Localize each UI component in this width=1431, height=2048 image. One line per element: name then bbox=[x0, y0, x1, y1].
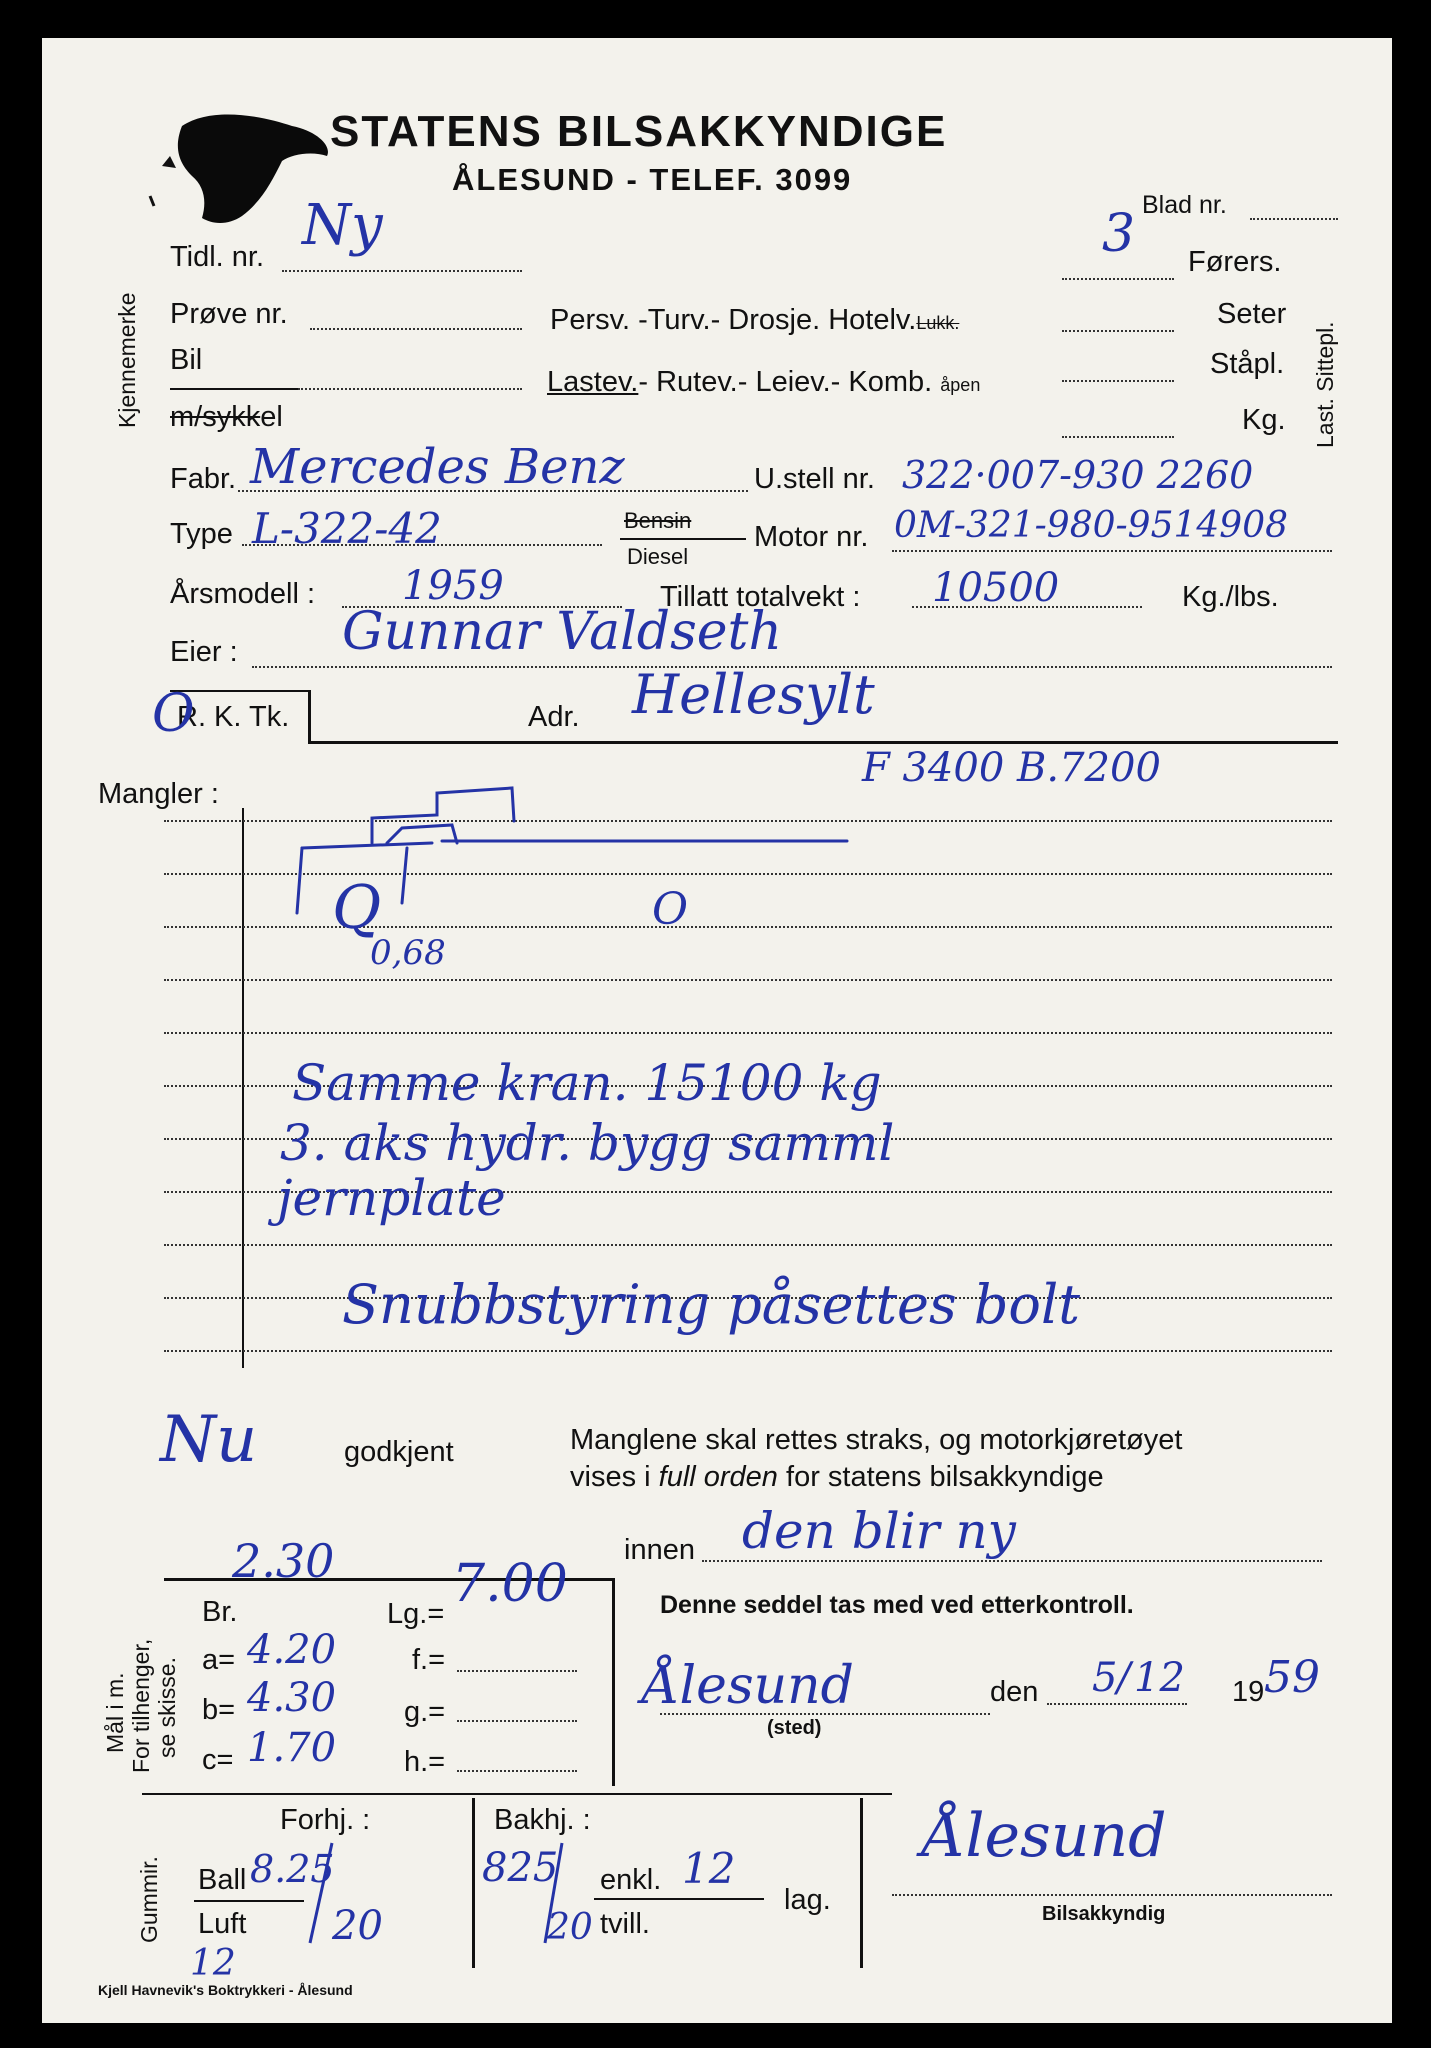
h-label: h.= bbox=[404, 1746, 446, 1778]
persv-label bbox=[550, 306, 959, 335]
innen-value: den blir ny bbox=[742, 1502, 1016, 1560]
motor-value: 0M-321-980-9514908 bbox=[894, 505, 1289, 546]
sketch-value: 0,68 bbox=[370, 933, 446, 973]
mangler-line-11 bbox=[164, 1350, 1332, 1352]
f-label: f.= bbox=[412, 1644, 446, 1676]
bensin-label: Bensin bbox=[624, 508, 692, 533]
enkl-label: enkl. bbox=[600, 1864, 662, 1896]
lukk-text: Lukk. bbox=[916, 313, 960, 333]
se-skisse-label: se skisse. bbox=[154, 1657, 180, 1758]
a-value: 4.20 bbox=[247, 1627, 337, 1673]
last-sittepl-label: Last. Sittepl. bbox=[1312, 321, 1338, 448]
innen-line bbox=[702, 1560, 1322, 1562]
totalvekt-value: 10500 bbox=[932, 565, 1060, 611]
tyre-right bbox=[860, 1798, 863, 1968]
forers-line bbox=[1062, 278, 1174, 280]
blad-nr-line bbox=[1250, 218, 1338, 220]
rktk-mark: O bbox=[152, 684, 195, 744]
ball-label: Ball bbox=[198, 1864, 247, 1896]
b-value: 4.30 bbox=[247, 1675, 337, 1721]
lastev-row bbox=[547, 368, 980, 397]
form-sheet bbox=[42, 38, 1392, 2023]
tyre-top-line bbox=[142, 1793, 892, 1795]
year-value: 59 bbox=[1264, 1652, 1320, 1703]
forhj-ball-value: 8.25 bbox=[250, 1847, 335, 1891]
blad-nr-value: 3 bbox=[1102, 204, 1136, 264]
luft-note: 12 bbox=[190, 1943, 236, 1984]
diesel-label: Diesel bbox=[627, 544, 689, 569]
signature: Ålesund bbox=[922, 1801, 1167, 1871]
motor-line bbox=[892, 550, 1332, 552]
tidl-nr-line bbox=[282, 270, 522, 272]
msykkel-suffix: el bbox=[260, 401, 283, 433]
bakhj-label: Bakhj. : bbox=[494, 1804, 591, 1836]
stapl-line bbox=[1062, 380, 1174, 382]
notice-line-1: Manglene skal rettes straks, og motorkjøretøyet bbox=[570, 1424, 1183, 1456]
tvill-label: tvill. bbox=[600, 1908, 650, 1940]
bil-label: Bil bbox=[170, 344, 203, 376]
notice-2c: for statens bilsakkyndige bbox=[786, 1461, 1104, 1493]
bakhj-ball-value: 825 bbox=[482, 1845, 559, 1891]
tyre-divider bbox=[472, 1798, 475, 1968]
forhj-label: Forhj. : bbox=[280, 1804, 371, 1836]
luft-label: Luft bbox=[198, 1908, 247, 1940]
mal-label: Mål i m. bbox=[102, 1672, 128, 1753]
br-value: 2.30 bbox=[232, 1534, 335, 1588]
month-sep: / bbox=[1117, 1655, 1131, 1701]
rktk-label: R. K. Tk. bbox=[177, 701, 290, 733]
ball-underline bbox=[194, 1900, 304, 1902]
sketch-o: O bbox=[652, 884, 689, 935]
day-value: 5 bbox=[1092, 1655, 1118, 1701]
b-label: b= bbox=[202, 1694, 236, 1726]
signature-line bbox=[892, 1894, 1332, 1896]
notice-line-2 bbox=[570, 1463, 1104, 1492]
tidl-nr-value: Ny bbox=[302, 193, 383, 258]
seter-line bbox=[1062, 330, 1174, 332]
type-label: Type bbox=[170, 518, 233, 550]
g-label: g.= bbox=[404, 1696, 446, 1728]
persv-text: Persv. -Turv.- Drosje. Hotelv. bbox=[550, 304, 917, 336]
c-label: c= bbox=[202, 1744, 234, 1776]
msykkel-label bbox=[170, 403, 283, 432]
mangler-note-2: 3. aks hydr. bygg samml bbox=[280, 1114, 895, 1172]
c-value: 1.70 bbox=[247, 1725, 337, 1771]
stapl-label: Ståpl. bbox=[1210, 348, 1285, 380]
mangler-line-4 bbox=[164, 979, 1332, 981]
fabr-label: Fabr. bbox=[170, 463, 237, 495]
seter-label: Seter bbox=[1217, 298, 1287, 330]
rutev-text: - Rutev.- Leiev.- Komb. bbox=[638, 366, 933, 398]
innen-label: innen bbox=[624, 1534, 695, 1566]
adr-value: Hellesylt bbox=[632, 663, 875, 726]
fuel-divider bbox=[620, 538, 746, 540]
lg-value: 7.00 bbox=[452, 1554, 568, 1614]
sketch-q: Q bbox=[332, 873, 382, 943]
mangler-note-3: jernplate bbox=[277, 1169, 506, 1227]
year-prefix: 19 bbox=[1232, 1676, 1265, 1708]
mangler-line-5 bbox=[164, 1032, 1332, 1034]
ustell-label: U.stell nr. bbox=[754, 463, 875, 495]
godkjent-by: Nu bbox=[160, 1403, 258, 1477]
form-title: STATENS BILSAKKYNDIGE bbox=[330, 107, 948, 156]
godkjent-label: godkjent bbox=[344, 1436, 454, 1468]
notice-2a: vises i bbox=[570, 1461, 651, 1493]
prove-nr-label: Prøve nr. bbox=[170, 298, 288, 330]
rktk-box-right bbox=[308, 690, 311, 742]
mangler-line-9 bbox=[164, 1244, 1332, 1246]
gummir-label: Gummir. bbox=[136, 1856, 162, 1943]
eier-value: Gunnar Valdseth bbox=[342, 602, 782, 662]
blad-nr-label: Blad nr. bbox=[1142, 191, 1227, 219]
etterkontroll-label: Denne seddel tas med ved etterkontroll. bbox=[660, 1591, 1134, 1619]
forhj-luft-value: 20 bbox=[332, 1903, 383, 1949]
motor-label: Motor nr. bbox=[754, 521, 869, 553]
kg-label: Kg. bbox=[1242, 404, 1286, 436]
den-label: den bbox=[990, 1676, 1039, 1708]
ustell-value: 322·007-930 2260 bbox=[902, 453, 1254, 497]
forhj-slash bbox=[302, 1838, 342, 1948]
sted-value: Ålesund bbox=[642, 1656, 854, 1716]
bilsakkyndig-label: Bilsakkyndig bbox=[1042, 1903, 1166, 1925]
a-label: a= bbox=[202, 1644, 236, 1676]
bil-dotted bbox=[298, 388, 522, 390]
fabr-value: Mercedes Benz bbox=[250, 439, 625, 495]
eier-label: Eier : bbox=[170, 636, 238, 668]
kjennemerke-label: Kjennemerke bbox=[114, 292, 140, 428]
type-value: L-322-42 bbox=[252, 504, 442, 553]
arsmodell-label: Årsmodell : bbox=[170, 578, 316, 610]
apen-text: åpen bbox=[940, 375, 981, 395]
notice-2b: full orden bbox=[658, 1461, 778, 1493]
adr-line bbox=[308, 741, 1338, 744]
day-line bbox=[1047, 1703, 1187, 1705]
tidl-nr-label: Tidl. nr. bbox=[170, 241, 265, 273]
for-tilhenger-label: For tilhenger, bbox=[128, 1638, 154, 1773]
mangler-label: Mangler : bbox=[98, 778, 219, 810]
arsmodell-value: 1959 bbox=[402, 563, 504, 609]
mangler-vline bbox=[242, 808, 244, 1368]
kglbs-label: Kg./lbs. bbox=[1182, 581, 1279, 613]
bil-line bbox=[170, 388, 298, 390]
forers-label: Førers. bbox=[1188, 246, 1282, 278]
g-line bbox=[457, 1720, 577, 1722]
msykkel-strike: m/sykk bbox=[170, 401, 261, 433]
sted-label: (sted) bbox=[767, 1717, 822, 1739]
adr-label: Adr. bbox=[528, 701, 580, 733]
enkl-value: 12 bbox=[682, 1844, 736, 1893]
prove-nr-line bbox=[310, 328, 522, 330]
mangler-top-value: F 3400 B.7200 bbox=[862, 745, 1161, 791]
measure-box-right bbox=[612, 1578, 615, 1786]
f-line bbox=[457, 1670, 577, 1672]
lag-label: lag. bbox=[784, 1884, 831, 1916]
bakhj-luft-value: 20 bbox=[547, 1907, 593, 1948]
mangler-note-4: Snubbstyring påsettes bolt bbox=[342, 1273, 1080, 1336]
printer-credit: Kjell Havnevik's Boktrykkeri - Ålesund bbox=[98, 1982, 353, 1998]
h-line bbox=[457, 1770, 577, 1772]
tillatt-label: Tillatt totalvekt : bbox=[660, 581, 861, 613]
form-subtitle: ÅLESUND - TELEF. 3099 bbox=[452, 162, 853, 197]
sted-line bbox=[660, 1713, 990, 1715]
lastev-text: Lastev. bbox=[547, 366, 639, 398]
kg-line bbox=[1062, 436, 1174, 438]
month-value: 12 bbox=[1134, 1655, 1185, 1701]
enkl-underline bbox=[594, 1898, 764, 1900]
mangler-note-1: Samme kran. 15100 kg bbox=[292, 1054, 882, 1112]
lg-label: Lg.= bbox=[387, 1598, 445, 1630]
br-label: Br. bbox=[202, 1596, 238, 1628]
